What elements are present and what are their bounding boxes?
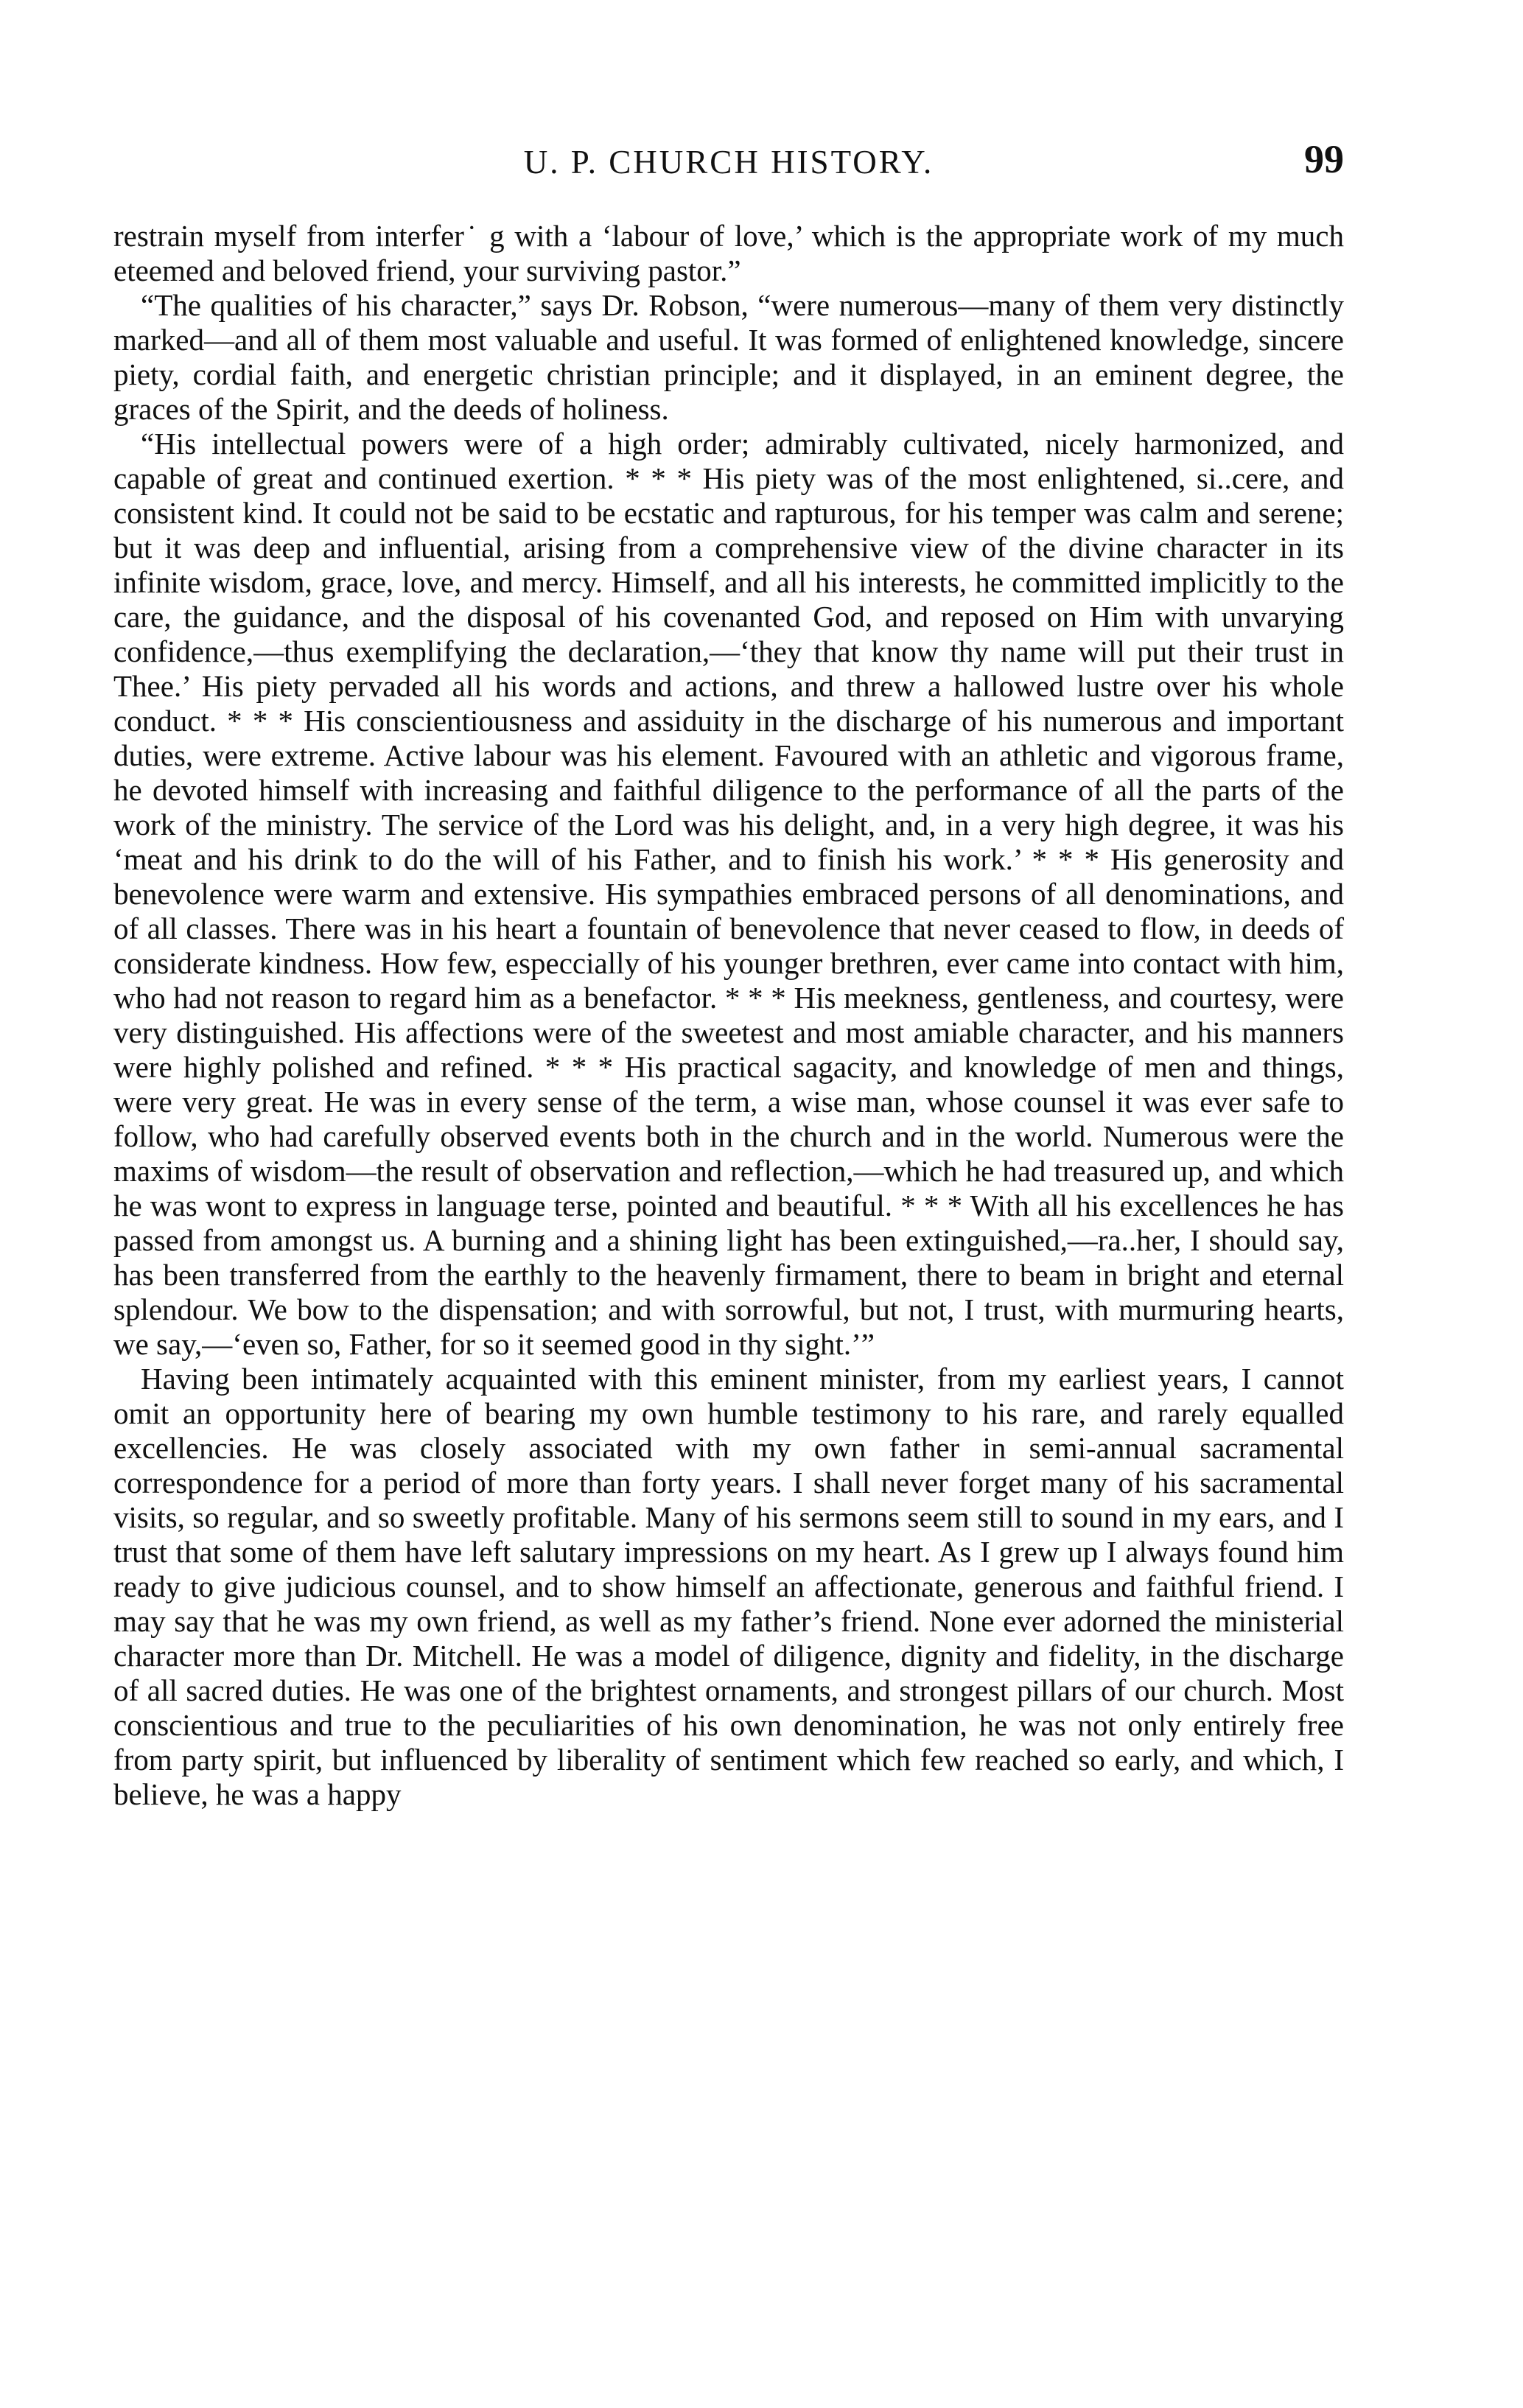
paragraph-quote-opening: “The qualities of his character,” says Dr. Robson, “were numerous—many of them very distinctly marked—and all of them most valuable and useful. It was formed of enlightened knowledge, sincere piety, cordial faith, and energetic christian principle; and it displayed, in an eminent degree, the graces of the Spirit, and the deeds of holiness. <box>113 288 1344 426</box>
paragraph-quote-character: “His intellectual powers were of a high order; admirably cultivated, nicely harmonized, and capable of great and continued exertion. * * * His piety was of the most enlightened, si..cere, and consistent kind. It could not be said to be ecstatic and rapturous, for his temper was calm and serene; but it was deep and influential, arising from a comprehensive view of the divine character in its infinite wisdom, grace, love, and mercy. Himself, and all his interests, he committed implicitly to the care, the guidance, and the disposal of his covenanted God, and reposed on Him with unvarying confidence,—thus exemplifying the declaration,—‘they that know thy name will put their trust in Thee.’ His piety pervaded all his words and actions, and threw a hallowed lustre over his whole conduct. * * * His conscientiousness and assiduity in the discharge of his numerous and important duties, were extreme. Active labour was his element. Favoured with an athletic and vigorous frame, he devoted himself with increasing and faithful diligence to the performance of all the parts of the work of the ministry. The service of the Lord was his delight, and, in a very high degree, it was his ‘meat and his drink to do the will of his Father, and to finish his work.’ * * * His generosity and benevolence were warm and extensive. His sympathies embraced persons of all denominations, and of all classes. There was in his heart a fountain of benevolence that never ceased to flow, in deeds of considerate kindness. How few, especcially of his younger brethren, ever came into contact with him, who had not reason to regard him as a benefactor. * * * His meekness, gentleness, and courtesy, were very distinguished. His affections were of the sweetest and most amiable character, and his manners were highly polished and refined. * * * His practical sagacity, and knowledge of men and things, were very great. He was in every sense of the term, a wise man, whose counsel it was ever safe to follow, who had carefully observed events both in the church and in the world. Numerous were the maxims of wisdom—the result of observation and reflection,—which he had treasured up, and which he was wont to express in language terse, pointed and beautiful. * * * With all his excellences he has passed from amongst us. A burning and a shining light has been extinguished,—ra..her, I should say, has been transferred from the earthly to the heavenly firmament, there to beam in bright and eternal splendour. We bow to the dispensation; and with sorrowful, but not, I trust, with murmuring hearts, we say,—‘even so, Father, for so it seemed good in thy sight.’” <box>113 427 1344 1361</box>
paragraph-author-testimony: Having been intimately acquainted with this eminent minister, from my earliest years, I cannot omit an opportunity here of bearing my own humble testimony to his rare, and rarely equalled excellencies. He was closely associated with my own father in semi-annual sacramental correspondence for a period of more than forty years. I shall never forget many of his sacramental visits, so regular, and so sweetly profitable. Many of his sermons seem still to sound in my ears, and I trust that some of them have left salutary impressions on my heart. As I grew up I always found him ready to give judicious counsel, and to show himself an affectionate, generous and faithful friend. I may say that he was my own friend, as well as my father’s friend. None ever adorned the ministerial character more than Dr. Mitchell. He was a model of diligence, dignity and fidelity, in the discharge of all sacred duties. He was one of the brightest ornaments, and strongest pillars of our church. Most conscientious and true to the peculiarities of his own denomination, he was not only entirely free from party spirit, but influenced by liberality of sentiment which few reached so early, and which, I believe, he was a happy <box>113 1362 1344 1811</box>
page-header <box>113 137 1344 184</box>
page-number: 99 <box>1304 137 1344 181</box>
paragraph-continued: restrain myself from interfer˙ g with a ‘labour of love,’ which is the appropriate work of my much eteemed and beloved friend, your surviving pastor.” <box>113 219 1344 287</box>
running-head: U. P. CHURCH HISTORY. <box>523 144 934 181</box>
body-text <box>113 219 1344 1812</box>
